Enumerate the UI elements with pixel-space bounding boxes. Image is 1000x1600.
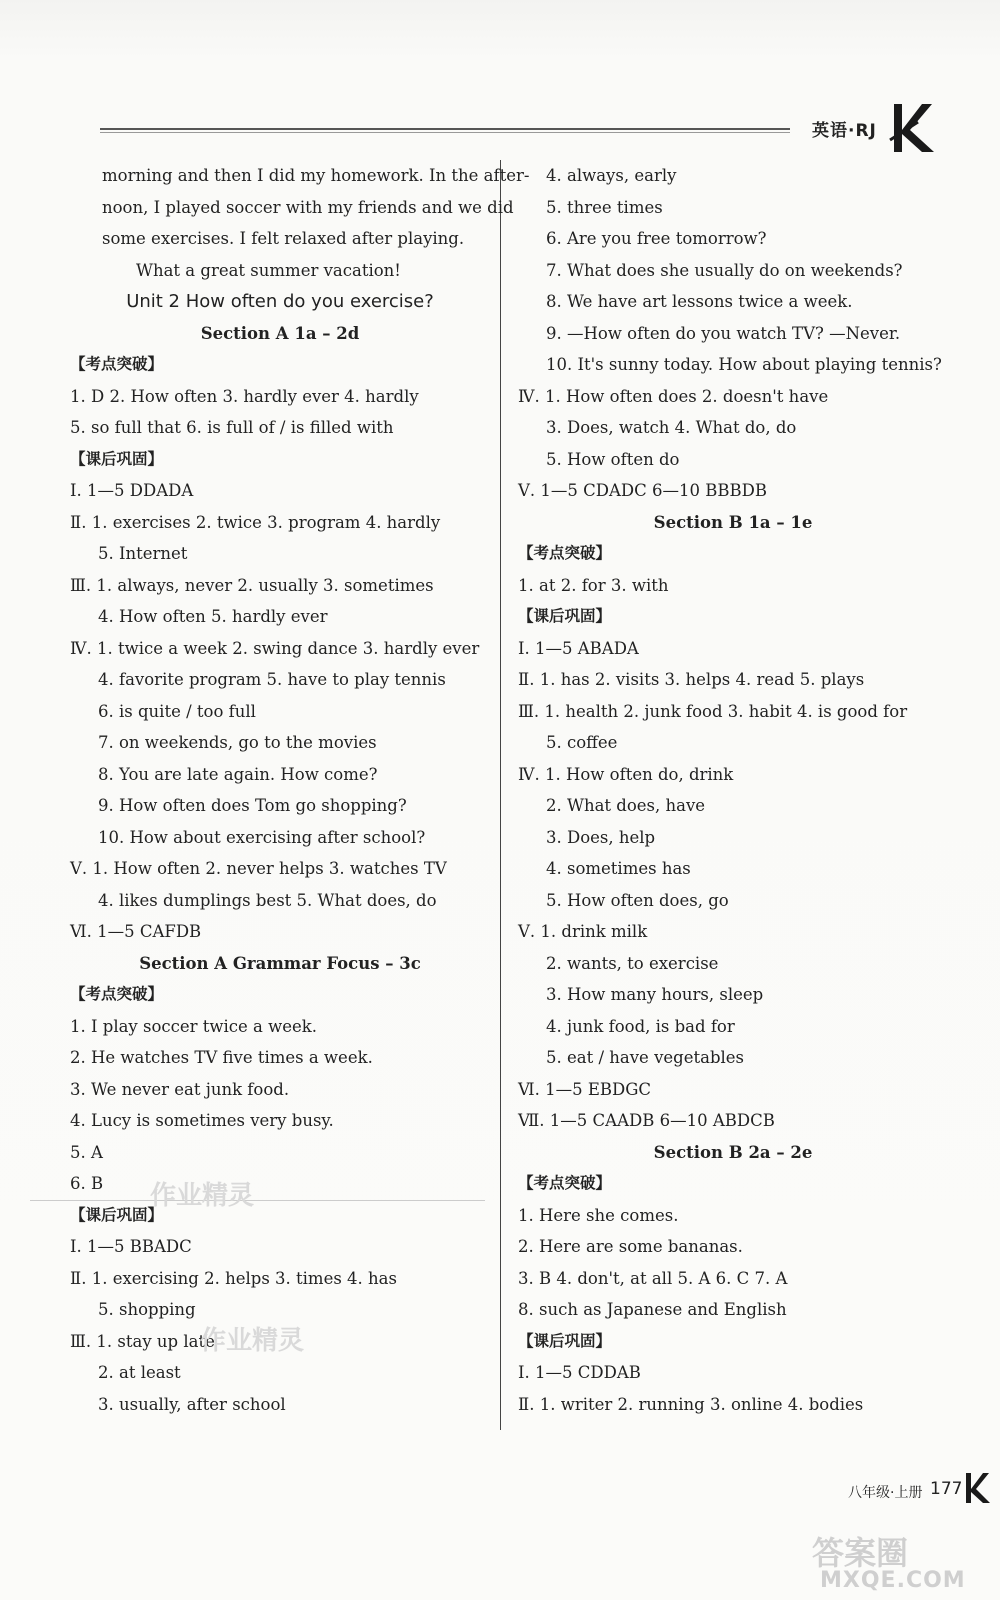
answer-line: 1. I play soccer twice a week. <box>70 1016 318 1036</box>
answer-line: 1. at 2. for 3. with <box>518 575 669 595</box>
section-title: Section A 1a – 2d <box>200 323 360 343</box>
left-column <box>70 160 530 1420</box>
answer-line: Ⅰ. 1—5 BBADC <box>70 1237 192 1256</box>
answer-line: 4. Lucy is sometimes very busy. <box>70 1111 334 1130</box>
answer-line: Ⅳ. 1. How often do, drink <box>518 764 734 784</box>
section-tag: 【考点突破】 <box>70 985 164 1003</box>
header-rule-thin <box>100 132 790 133</box>
answer-line: 10. How about exercising after school? <box>98 827 426 847</box>
unit-title: Unit 2 How often do you exercise? <box>126 291 434 312</box>
answer-line: 4. sometimes has <box>546 859 691 878</box>
column-divider <box>500 160 501 1430</box>
answer-line: Ⅰ. 1—5 ABADA <box>518 638 639 658</box>
answer-line: 5. A <box>70 1142 103 1162</box>
brand-logo-icon <box>962 1470 992 1506</box>
section-tag: 【课后巩固】 <box>518 1331 612 1350</box>
answer-line: Ⅳ. 1. twice a week 2. swing dance 3. hardly ever <box>70 638 480 658</box>
answer-line: 5. so full that 6. is full of / is filled with <box>70 418 394 437</box>
answer-line: 5. three times <box>546 197 663 217</box>
grade-label: 八年级·上册 <box>848 1485 923 1501</box>
answer-line: 3. B 4. don't, at all 5. A 6. C 7. A <box>518 1268 788 1288</box>
answer-line: Ⅴ. 1. How often 2. never helps 3. watches TV <box>70 859 447 878</box>
answer-line: Ⅲ. 1. health 2. junk food 3. habit 4. is good for <box>518 701 908 721</box>
watermark-brand: 答案圈 <box>812 1534 909 1572</box>
answer-line: 3. We never eat junk food. <box>70 1079 290 1099</box>
answer-line: Ⅱ. 1. writer 2. running 3. online 4. bodies <box>518 1394 864 1414</box>
answer-line: 1. D 2. How often 3. hardly ever 4. hardly <box>70 386 419 406</box>
answer-line: 4. junk food, is bad for <box>546 1016 735 1036</box>
answer-line: 7. on weekends, go to the movies <box>98 733 377 752</box>
answer-line: 3. usually, after school <box>98 1394 286 1414</box>
section-title: Section B 1a – 1e <box>653 512 813 532</box>
answer-line: 5. coffee <box>546 733 618 752</box>
answer-line: 3. How many hours, sleep <box>546 985 764 1004</box>
section-title: Section A Grammar Focus – 3c <box>139 953 421 973</box>
answer-line: 3. Does, watch 4. What do, do <box>546 418 797 437</box>
section-tag: 【课后巩固】 <box>70 1205 164 1224</box>
answer-line: 4. likes dumplings best 5. What does, do <box>98 890 437 910</box>
answer-line: 5. shopping <box>98 1300 196 1319</box>
answer-line: Ⅴ. 1—5 CDADC 6—10 BBBDB <box>518 481 767 500</box>
answer-line: Ⅰ. 1—5 CDDAB <box>518 1363 641 1382</box>
answer-line: 8. You are late again. How come? <box>98 764 378 784</box>
section-tag: 【课后巩固】 <box>518 607 612 625</box>
answer-line: 5. Internet <box>98 544 188 563</box>
text-line: some exercises. I felt relaxed after playing. <box>102 229 465 248</box>
text-line: noon, I played soccer with my friends and we did <box>102 197 514 217</box>
right-column <box>518 160 948 1420</box>
answer-line: 6. is quite / too full <box>98 701 256 721</box>
section-tag: 【考点突破】 <box>70 355 164 373</box>
answer-line: 2. Here are some bananas. <box>518 1237 743 1256</box>
answer-line: Ⅱ. 1. exercises 2. twice 3. program 4. hardly <box>70 512 441 532</box>
answer-line: 5. eat / have vegetables <box>546 1048 745 1067</box>
answer-line: 8. such as Japanese and English <box>518 1300 787 1319</box>
section-tag: 【考点突破】 <box>518 544 612 562</box>
answer-line: 2. at least <box>98 1363 181 1382</box>
text-line: What a great summer vacation! <box>136 260 401 280</box>
answer-line: Ⅱ. 1. exercising 2. helps 3. times 4. has <box>70 1268 397 1288</box>
section-tag: 【考点突破】 <box>518 1174 612 1192</box>
answer-line: Ⅴ. 1. drink milk <box>518 922 648 941</box>
section-title: Section B 2a – 2e <box>653 1142 813 1162</box>
header-rule <box>100 128 790 130</box>
answer-line: 1. Here she comes. <box>518 1205 679 1225</box>
answer-line: 2. What does, have <box>546 796 706 815</box>
answer-line: 4. How often 5. hardly ever <box>98 607 328 626</box>
answer-line: 7. What does she usually do on weekends? <box>546 260 903 280</box>
answer-line: 9. —How often do you watch TV? —Never. <box>546 323 901 343</box>
answer-line: 3. Does, help <box>546 827 656 847</box>
answer-line: 6. Are you free tomorrow? <box>546 229 767 248</box>
answer-line: 4. favorite program 5. have to play tennis <box>98 670 446 689</box>
answer-line: 9. How often does Tom go shopping? <box>98 796 407 815</box>
answer-line: 4. always, early <box>546 166 677 185</box>
answer-line: 5. How often do <box>546 449 680 469</box>
answer-line: 2. He watches TV five times a week. <box>70 1048 373 1067</box>
answer-line: 8. We have art lessons twice a week. <box>546 292 853 311</box>
text-line: morning and then I did my homework. In the after- <box>102 166 530 185</box>
answer-line: Ⅶ. 1—5 CAADB 6—10 ABDCB <box>518 1111 775 1130</box>
answer-line: 2. wants, to exercise <box>546 953 719 973</box>
answer-line: 5. How often does, go <box>546 890 729 910</box>
watermark-text: 作业精灵 <box>150 1181 255 1211</box>
answer-line: Ⅱ. 1. has 2. visits 3. helps 4. read 5. plays <box>518 670 865 689</box>
answer-line: Ⅰ. 1—5 DDADA <box>70 481 194 500</box>
answer-line: Ⅵ. 1—5 EBDGC <box>518 1079 652 1099</box>
watermark-site: MXQE.COM <box>820 1568 966 1593</box>
subject-label: 英语·RJ <box>812 121 877 141</box>
answer-line: Ⅵ. 1—5 CAFDB <box>70 922 202 941</box>
section-tag: 【课后巩固】 <box>70 449 164 468</box>
answer-line: Ⅲ. 1. stay up late <box>70 1331 215 1351</box>
answer-line: 6. B <box>70 1174 104 1193</box>
page-number: 177 <box>930 1479 963 1499</box>
brand-logo-icon <box>888 100 936 156</box>
answer-line: Ⅲ. 1. always, never 2. usually 3. sometimes <box>70 575 434 595</box>
watermark-text: 作业精灵 <box>200 1326 305 1356</box>
answer-line: Ⅳ. 1. How often does 2. doesn't have <box>518 386 829 406</box>
answer-line: 10. It's sunny today. How about playing tennis? <box>546 355 942 374</box>
